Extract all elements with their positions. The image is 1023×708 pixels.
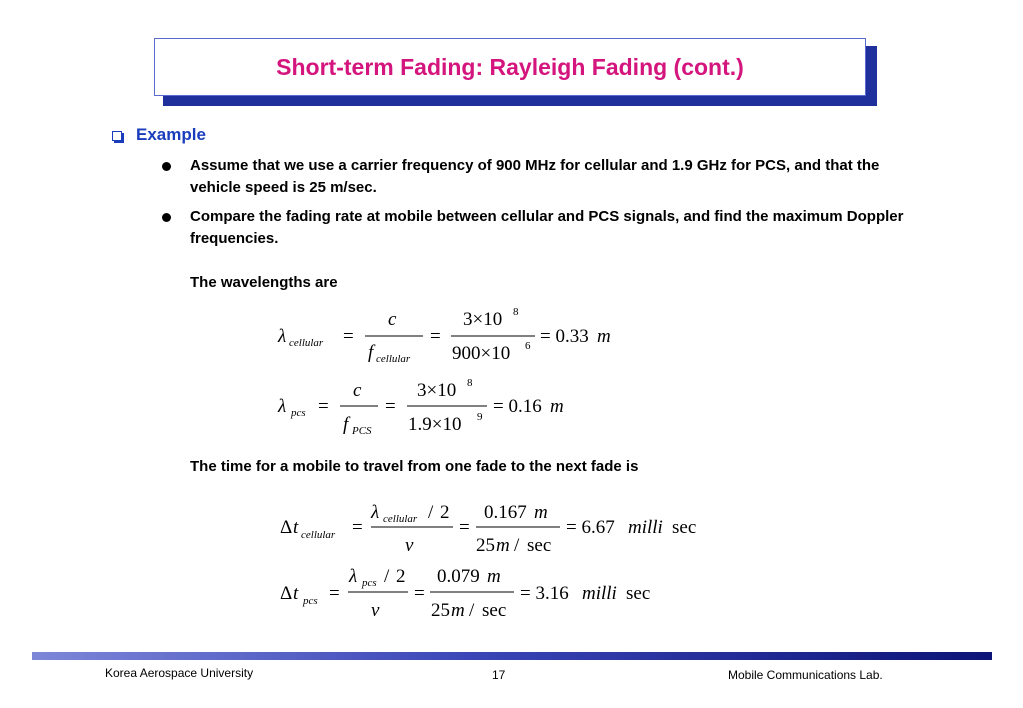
subscript: PCS <box>352 425 372 437</box>
lambda-symbol: λ <box>278 326 287 347</box>
denominator-v: v <box>405 535 414 556</box>
equation-lambda-pcs <box>277 377 564 437</box>
milli: milli <box>628 517 663 538</box>
unit-m: m <box>487 566 501 587</box>
slide-title: Short-term Fading: Rayleigh Fading (cont.) <box>276 53 744 80</box>
exponent: 8 <box>513 306 519 318</box>
lambda-symbol: λ <box>278 396 287 417</box>
slash: / <box>384 566 390 587</box>
exponent: 8 <box>467 377 473 389</box>
lambda-symbol: λ <box>349 566 358 587</box>
sec: sec <box>626 583 651 604</box>
wavelength-intro: The wavelengths are <box>190 274 338 291</box>
subscript: pcs <box>362 577 377 589</box>
unit-m: m <box>496 535 510 556</box>
equals: = <box>329 583 340 604</box>
equals: = <box>459 517 470 538</box>
numerator: 3×10 <box>463 309 503 330</box>
subscript: cellular <box>301 529 336 541</box>
denominator: 1.9×10 <box>408 414 462 435</box>
result: = 6.67 <box>566 517 615 538</box>
time-intro: The time for a mobile to travel from one fade to the next fade is <box>190 458 639 475</box>
section-title: Example <box>136 125 206 144</box>
sec: sec <box>482 600 507 621</box>
denominator-f: f <box>343 414 349 435</box>
denominator: 25 <box>476 535 495 556</box>
footer-lab: Mobile Communications Lab. <box>728 668 883 682</box>
subscript: pcs <box>291 407 306 419</box>
equation-lambda-cellular <box>277 306 611 365</box>
denominator-f: f <box>368 342 374 363</box>
result: = 0.33 <box>540 326 589 347</box>
slash: / <box>469 600 475 621</box>
equals: = <box>343 326 354 347</box>
bullet-text-1: Assume that we use a carrier frequency of 900 MHz for cellular and 1.9 GHz for PCS, and that the vehicle speed is 25 m/sec. <box>190 157 880 196</box>
t-symbol: t <box>293 583 299 604</box>
footer-university: Korea Aerospace University <box>105 666 254 680</box>
t-symbol: t <box>293 517 299 538</box>
exponent: 9 <box>477 411 483 423</box>
page-number: 17 <box>492 668 506 682</box>
equals: = <box>385 396 396 417</box>
equation-dt-pcs <box>280 566 650 621</box>
unit-m: m <box>451 600 465 621</box>
result: = 3.16 <box>520 583 569 604</box>
sec: sec <box>672 517 697 538</box>
delta-symbol: Δ <box>280 583 293 604</box>
unit: m <box>597 326 611 347</box>
numerator-c: c <box>353 380 362 401</box>
numerator: 3×10 <box>417 380 457 401</box>
unit: m <box>550 396 564 417</box>
footer-bar <box>32 652 992 660</box>
subscript: cellular <box>376 353 411 365</box>
equals: = <box>430 326 441 347</box>
two: 2 <box>440 502 450 523</box>
unit-m: m <box>534 502 548 523</box>
subscript: cellular <box>289 337 324 349</box>
equals: = <box>414 583 425 604</box>
slash: / <box>514 535 520 556</box>
equation-dt-cellular <box>280 502 696 556</box>
result: = 0.16 <box>493 396 542 417</box>
denominator-v: v <box>371 600 380 621</box>
subscript: cellular <box>383 513 418 525</box>
subscript: pcs <box>303 595 318 607</box>
numerator: 0.079 <box>437 566 480 587</box>
two: 2 <box>396 566 406 587</box>
milli: milli <box>582 583 617 604</box>
numerator: 0.167 <box>484 502 527 523</box>
equals: = <box>318 396 329 417</box>
delta-symbol: Δ <box>280 517 293 538</box>
slash: / <box>428 502 434 523</box>
lambda-symbol: λ <box>371 502 380 523</box>
exponent: 6 <box>525 340 531 352</box>
numerator-c: c <box>388 309 397 330</box>
sec: sec <box>527 535 552 556</box>
bullet-text-2: Compare the fading rate at mobile between cellular and PCS signals, and find the maximum Doppler frequencies. <box>190 208 904 247</box>
denominator: 900×10 <box>452 343 511 364</box>
equals: = <box>352 517 363 538</box>
denominator: 25 <box>431 600 450 621</box>
